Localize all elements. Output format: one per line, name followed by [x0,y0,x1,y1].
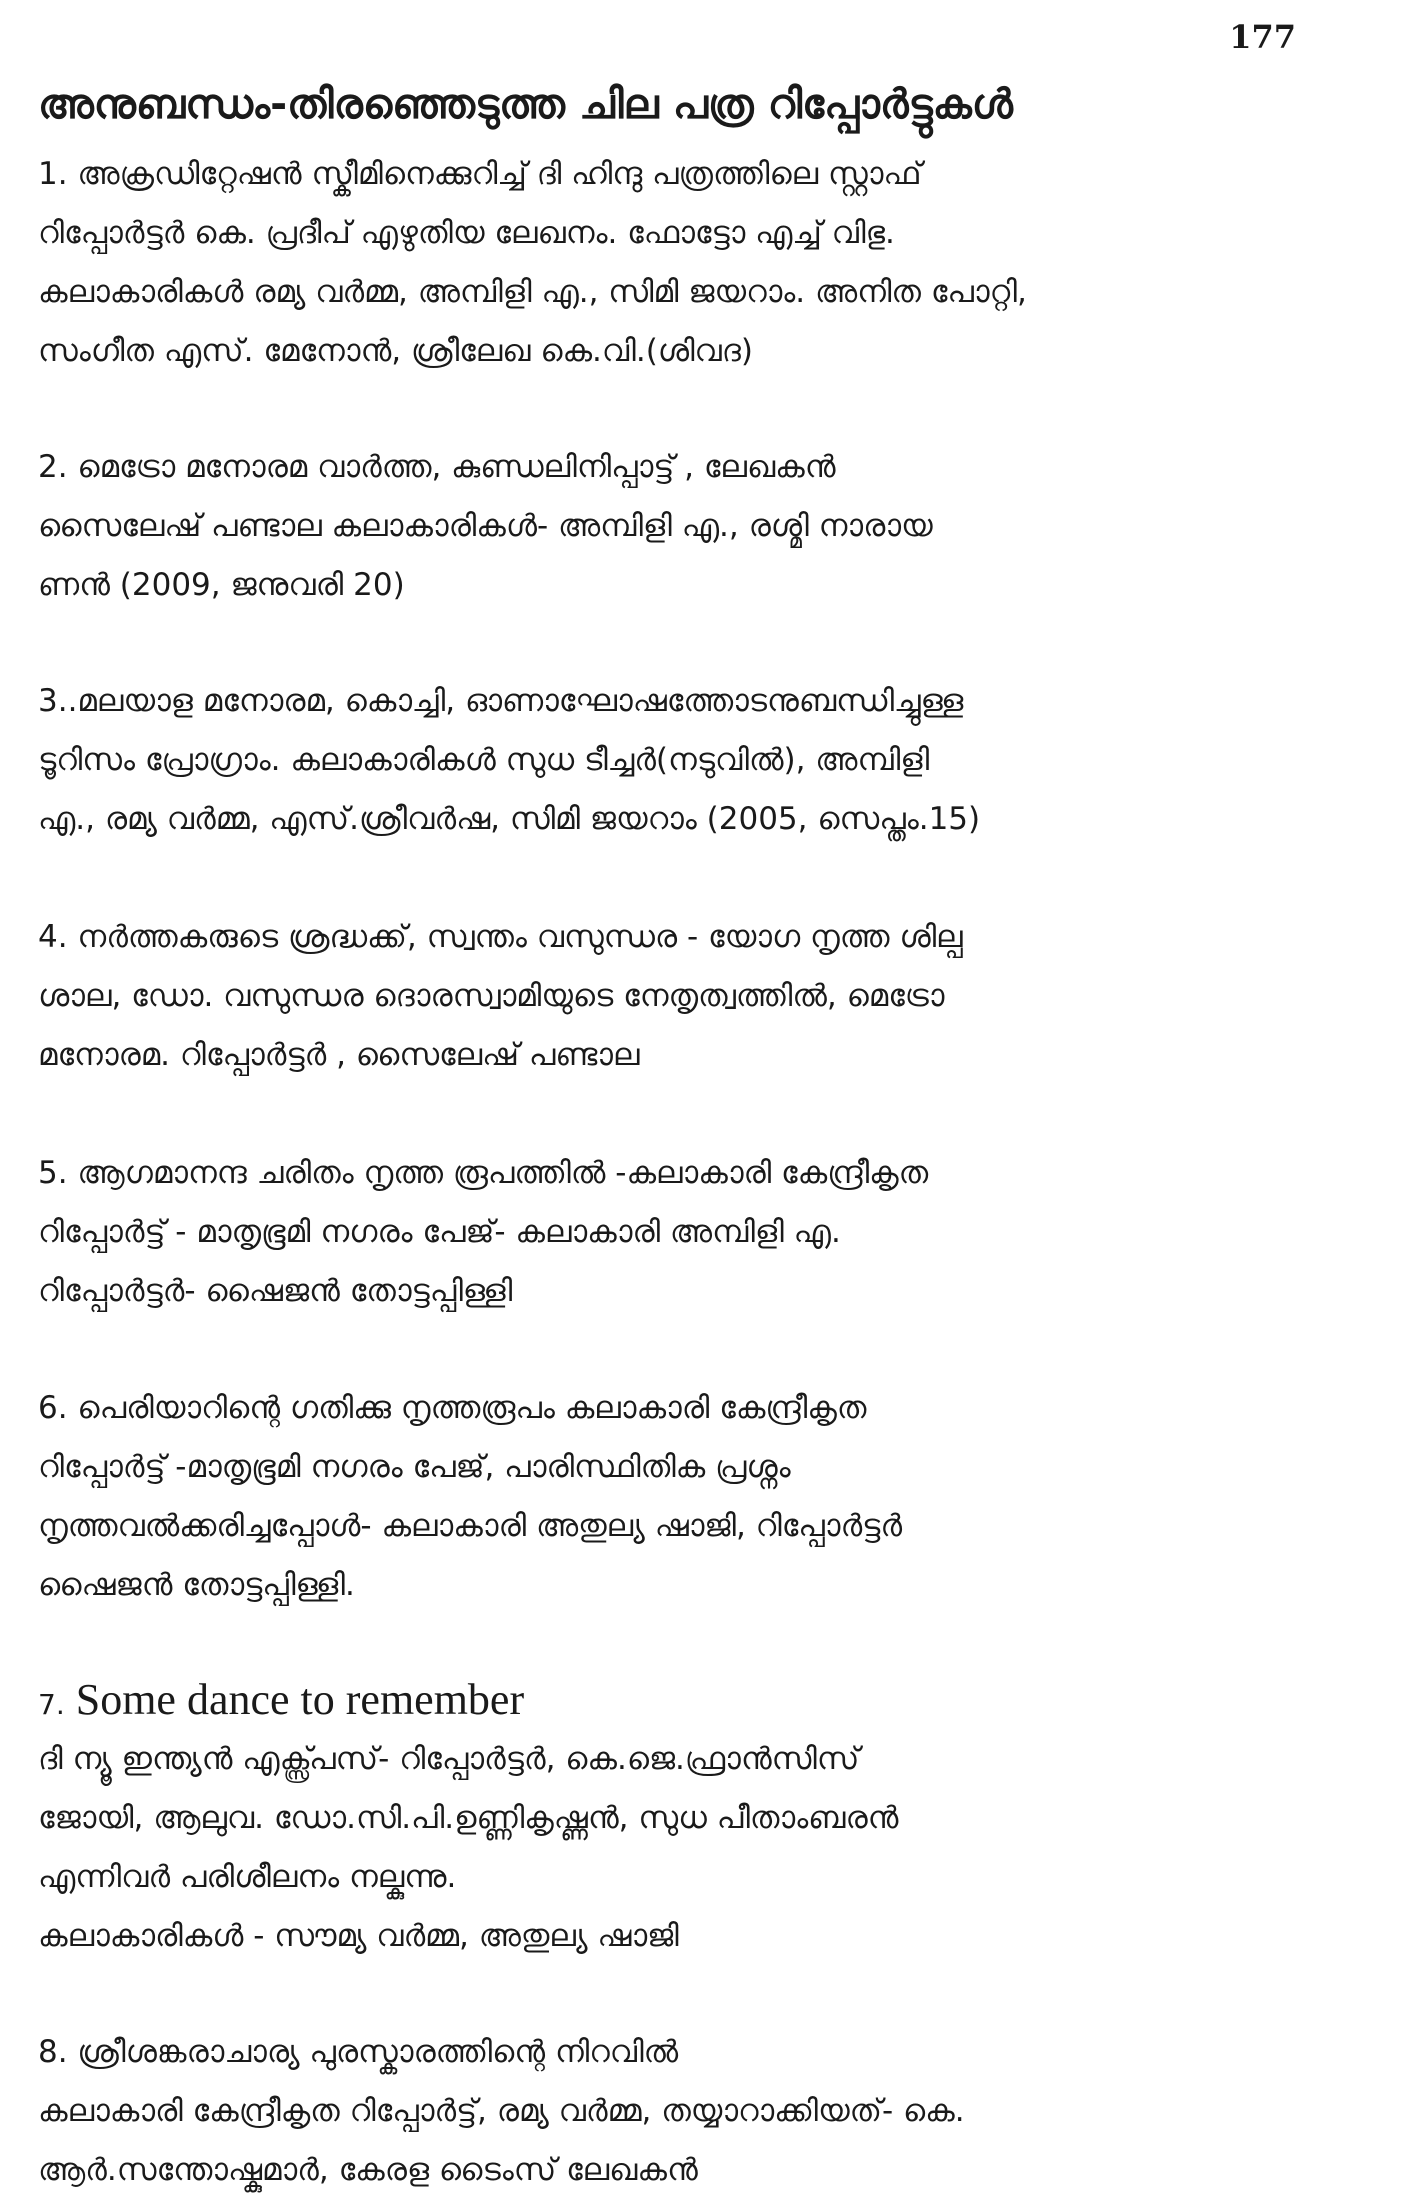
item-line: റിപ്പോർട്ട് -മാതൃഭൂമി നഗരം പേജ്, പാരിസ്ഥിതിക പ്രശ്നം [38,1449,791,1485]
item-line: 4. നർത്തകരുടെ ശ്രദ്ധക്ക്, സ്വന്തം വസുന്ധര - യോഗ നൃത്ത ശില്പ [38,919,963,955]
report-item-8 [38,2023,1306,2200]
item-line: ജോയി, ആലുവ. ഡോ.സി.പി.ഉണ്ണികൃഷ്ണൻ, സുധ പീതാംബരൻ [38,1800,899,1836]
report-item-7-heading [38,1672,524,1733]
item-line: 5. ആഗമാനന്ദ ചരിതം നൃത്ത രൂപത്തിൽ -കലാകാരി കേന്ദ്രീകൃത [38,1155,929,1191]
item-line: സംഗീത എസ്. മേനോൻ, ശ്രീലേഖ കെ.വി.(ശിവദ) [38,333,754,369]
item-line: ആർ.സന്തോഷ്കുമാർ, കേരള ടൈംസ് ലേഖകൻ [38,2152,698,2188]
item-line: എ., രമ്യ വർമ്മ, എസ്.ശ്രീവർഷ, സിമി ജയറാം (2005, സെപ്തം.15) [38,801,981,837]
item-line: ദി ന്യൂ ഇന്ത്യൻ എക്സ്പ്രസ്- റിപ്പോർട്ടർ, കെ.ജെ.ഫ്രാൻസിസ് [38,1741,860,1777]
report-item-5 [38,1144,1306,1321]
item-line: 3..മലയാള മനോരമ, കൊച്ചി, ഓണാഘോഷത്തോടനുബന്ധിച്ചുള്ള [38,683,964,719]
item-line: 2. മെട്രോ മനോരമ വാർത്ത, കുണ്ഡലിനിപ്പാട്ട് , ലേഖകൻ [38,449,836,485]
item-line: ടൂറിസം പ്രോഗ്രാം. കലാകാരികൾ സുധ ടീച്ചർ(നടുവിൽ), അമ്പിളി [38,742,930,778]
item-line: സൈലേഷ് പണ്ടാല കലാകാരികൾ- അമ്പിളി എ., രശ്മി നാരായ [38,508,933,544]
report-item-6 [38,1379,1306,1615]
item-line: ണൻ (2009, ജനുവരി 20) [38,567,405,603]
report-item-3 [38,672,1306,849]
report-item-7 [38,1730,1306,1966]
english-title: Some dance to remember [75,1675,525,1724]
item-line: റിപ്പോർട്ടർ- ഷൈജൻ തോട്ടപ്പിള്ളി [38,1273,513,1309]
item-line: മനോരമ. റിപ്പോർട്ടർ , സൈലേഷ് പണ്ടാല [38,1037,640,1073]
item-line: കലാകാരികൾ രമ്യ വർമ്മ, അമ്പിളി എ., സിമി ജയറാം. അനിത പോറ്റി, [38,274,1027,310]
item-line: കലാകാരി കേന്ദ്രീകൃത റിപ്പോർട്ട്, രമ്യ വർമ്മ, തയ്യാറാക്കിയത്- കെ. [38,2093,965,2129]
item-line: റിപ്പോർട്ട് - മാതൃഭൂമി നഗരം പേജ്- കലാകാരി അമ്പിളി എ. [38,1214,841,1250]
page-heading: അനുബന്ധം-തിരഞ്ഞെടുത്ത ചില പത്ര റിപ്പോർട്ടുകൾ [38,80,1013,128]
report-item-1 [38,145,1306,381]
item-line: 1. അക്രഡിറ്റേഷൻ സ്കീമിനെക്കുറിച്ച് ദി ഹിന്ദു പത്രത്തിലെ സ്റ്റാഫ് [38,156,922,192]
item-line: കലാകാരികൾ - സൗമ്യ വർമ്മ, അതുല്യ ഷാജി [38,1918,679,1954]
item-line: നൃത്തവൽക്കരിച്ചപ്പോൾ- കലാകാരി അതുല്യ ഷാജി, റിപ്പോർട്ടർ [38,1508,903,1544]
item-line: 6. പെരിയാറിന്റെ ഗതിക്കു നൃത്തരൂപം കലാകാരി കേന്ദ്രീകൃത [38,1390,867,1426]
item-line: റിപ്പോർട്ടർ കെ. പ്രദീപ് എഴുതിയ ലേഖനം. ഫോട്ടോ എച്ച് വിഭു. [38,215,895,251]
item-line: ശാല, ഡോ. വസുന്ധര ദൊരസ്വാമിയുടെ നേതൃത്വത്തിൽ, മെട്രോ [38,978,945,1014]
item-line: 8. ശ്രീശങ്കരാചാര്യ പുരസ്കാരത്തിന്റെ നിറവിൽ [38,2034,679,2070]
report-item-4 [38,908,1306,1085]
item-line: എന്നിവർ പരിശീലനം നല്കുന്നു. [38,1859,457,1895]
item-number: 7. [38,1688,65,1721]
item-line: ഷൈജൻ തോട്ടപ്പിള്ളി. [38,1567,355,1603]
report-item-2 [38,438,1306,615]
page-number: 177 [1229,18,1296,56]
